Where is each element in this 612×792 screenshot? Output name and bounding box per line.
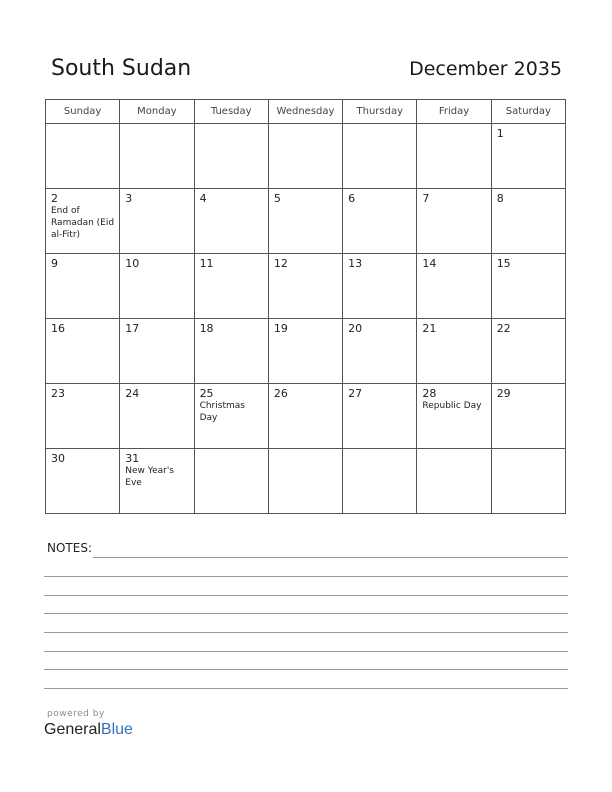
day-cell[interactable]: [120, 254, 194, 319]
day-cell[interactable]: [343, 124, 417, 189]
day-cell[interactable]: [120, 449, 194, 514]
day-cell[interactable]: [417, 254, 491, 319]
weekday-header: Thursday: [343, 100, 417, 124]
day-cell[interactable]: [343, 384, 417, 449]
week-row: [46, 449, 566, 514]
day-cell[interactable]: [491, 189, 565, 254]
day-cell[interactable]: [120, 124, 194, 189]
day-number: 27: [348, 387, 363, 400]
day-number: 30: [51, 452, 65, 465]
day-number: 12: [273, 257, 288, 270]
note-line: [44, 632, 568, 633]
holiday-label: Christmas Day: [199, 401, 245, 423]
note-line: [93, 557, 568, 558]
weekday-header: Friday: [417, 100, 491, 124]
day-number: 5: [273, 192, 281, 205]
day-cell[interactable]: [46, 124, 120, 189]
day-cell[interactable]: [268, 449, 342, 514]
holiday-label: End of Ramadan (Eid al-Fitr): [51, 206, 115, 240]
note-line: [44, 669, 568, 670]
day-cell[interactable]: [268, 189, 342, 254]
day-number: 21: [422, 322, 437, 335]
week-row: [46, 254, 566, 319]
day-cell[interactable]: [46, 449, 120, 514]
month-title: December 2035: [409, 58, 562, 80]
weekday-header: Saturday: [491, 100, 565, 124]
week-row: [46, 189, 566, 254]
day-number: 6: [348, 192, 356, 205]
country-title: South Sudan: [51, 56, 192, 81]
day-number: 24: [125, 387, 140, 400]
powered-by-text: powered by: [47, 709, 105, 719]
week-row: [46, 124, 566, 189]
day-cell[interactable]: [417, 319, 491, 384]
day-number: 17: [125, 322, 140, 335]
weekday-header: Wednesday: [268, 100, 342, 124]
day-cell[interactable]: [268, 254, 342, 319]
day-number: 3: [125, 192, 133, 205]
note-line: [44, 576, 568, 577]
day-cell[interactable]: [46, 254, 120, 319]
week-row: [46, 384, 566, 449]
day-number: 23: [51, 387, 65, 400]
day-number: 20: [348, 322, 363, 335]
weekday-header: Sunday: [46, 100, 120, 124]
weekday-header: Monday: [120, 100, 194, 124]
day-cell[interactable]: [343, 254, 417, 319]
day-number: 7: [422, 192, 430, 205]
day-cell[interactable]: [417, 189, 491, 254]
day-cell[interactable]: [268, 319, 342, 384]
day-number: 16: [51, 322, 65, 335]
day-cell[interactable]: [491, 319, 565, 384]
day-cell[interactable]: [194, 189, 268, 254]
day-number: 2: [51, 192, 58, 205]
day-cell[interactable]: [194, 124, 268, 189]
day-cell[interactable]: [194, 449, 268, 514]
day-cell[interactable]: [194, 254, 268, 319]
day-number: 19: [273, 322, 288, 335]
day-cell[interactable]: [120, 384, 194, 449]
day-cell[interactable]: [46, 384, 120, 449]
note-line: [44, 613, 568, 614]
day-cell[interactable]: [491, 254, 565, 319]
brand-general: General: [44, 721, 101, 738]
day-number: 15: [496, 257, 511, 270]
day-number: 11: [199, 257, 214, 270]
day-number: 29: [496, 387, 511, 400]
brand-blue: Blue: [100, 721, 133, 738]
day-number: 28: [422, 387, 437, 400]
day-number: 10: [125, 257, 140, 270]
day-cell[interactable]: [268, 384, 342, 449]
day-cell[interactable]: [46, 319, 120, 384]
day-number: 9: [51, 257, 58, 270]
week-row: [46, 319, 566, 384]
day-cell[interactable]: [343, 319, 417, 384]
note-line: [44, 688, 568, 689]
calendar-grid: [45, 99, 566, 514]
day-cell[interactable]: [194, 384, 268, 449]
notes-label: NOTES:: [47, 541, 92, 555]
note-line: [44, 651, 568, 652]
weekday-header: Tuesday: [194, 100, 268, 124]
day-cell[interactable]: [343, 449, 417, 514]
day-number: 14: [422, 257, 437, 270]
day-cell[interactable]: [268, 124, 342, 189]
weekday-header-row: [46, 100, 566, 124]
day-cell[interactable]: [343, 189, 417, 254]
day-number: 4: [199, 192, 207, 205]
day-number: 31: [125, 452, 140, 465]
holiday-label: Republic Day: [422, 401, 482, 411]
holiday-label: New Year's Eve: [125, 466, 174, 488]
brand-logo[interactable]: [44, 721, 133, 739]
day-cell[interactable]: [120, 319, 194, 384]
day-number: 1: [496, 127, 504, 140]
note-line: [44, 595, 568, 596]
day-cell[interactable]: [491, 449, 565, 514]
day-cell[interactable]: [491, 124, 565, 189]
day-number: 22: [496, 322, 511, 335]
day-number: 13: [348, 257, 363, 270]
day-cell[interactable]: [120, 189, 194, 254]
day-cell[interactable]: [46, 189, 120, 254]
day-number: 18: [199, 322, 214, 335]
day-cell[interactable]: [417, 449, 491, 514]
day-number: 25: [199, 387, 214, 400]
day-cell[interactable]: [491, 384, 565, 449]
day-cell[interactable]: [417, 384, 491, 449]
day-number: 26: [273, 387, 288, 400]
day-number: 8: [496, 192, 504, 205]
day-cell[interactable]: [417, 124, 491, 189]
day-cell[interactable]: [194, 319, 268, 384]
